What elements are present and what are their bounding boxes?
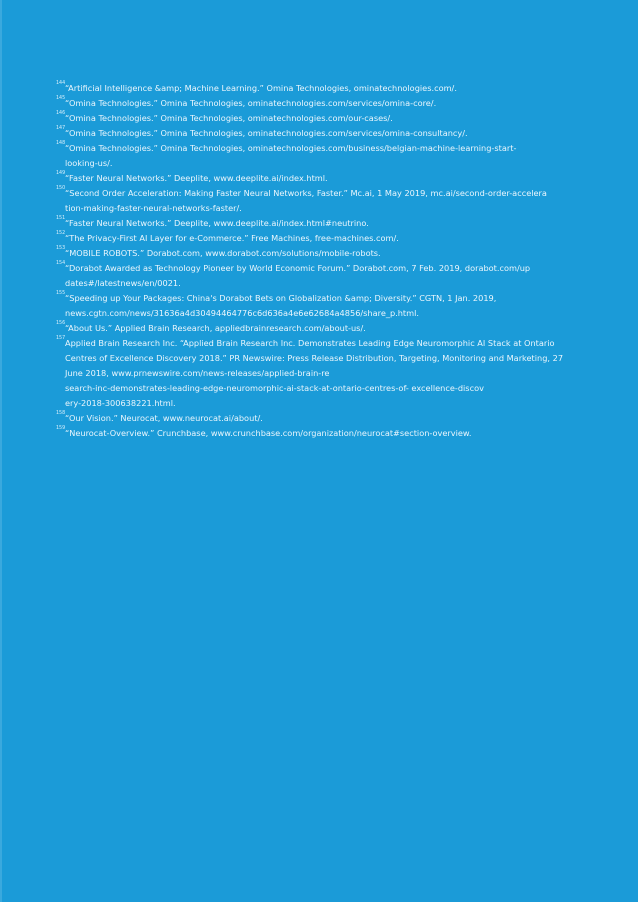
- footnote-text-line: tion-making-faster-neural-networks-faster/.: [65, 203, 242, 213]
- footnote-text-line: “Omina Technologies.” Omina Technologies, ominatechnologies.com/services/omina-consultancy/.: [65, 128, 468, 138]
- footnote-text-line: “Neurocat-Overview.” Crunchbase, www.crunchbase.com/organization/neurocat#section-overview.: [65, 428, 472, 438]
- footnote-148: [56, 141, 586, 171]
- footnote-150: [56, 186, 586, 216]
- footnote-number: 146: [56, 111, 66, 116]
- footnote-text-line: “The Privacy-First AI Layer for e-Commerce.” Free Machines, free-machines.com/.: [65, 233, 399, 243]
- footnote-number: 152: [56, 231, 66, 236]
- footnote-text-line: “About Us.” Applied Brain Research, appliedbrainresearch.com/about-us/.: [65, 323, 366, 333]
- footnote-text-line: “MOBILE ROBOTS.” Dorabot.com, www.dorabot.com/solutions/mobile-robots.: [65, 248, 381, 258]
- footnote-number: 153: [56, 246, 66, 251]
- footnote-147: [56, 126, 586, 141]
- footnote-number: 156: [56, 321, 66, 326]
- footnote-text-line: “Omina Technologies.” Omina Technologies, ominatechnologies.com/services/omina-core/.: [65, 98, 437, 108]
- page-edge: [0, 0, 2, 902]
- footnote-text-line: Centres of Excellence Discovery 2018.” PR Newswire: Press Release Distribution, Targeting, Monitoring and Marketing, 27: [65, 353, 564, 363]
- footnote-text-line: ery-2018-300638221.html.: [65, 398, 176, 408]
- footnote-text-line: “Faster Neural Networks.” Deeplite, www.deeplite.ai/index.html.: [65, 173, 328, 183]
- footnote-145: [56, 96, 586, 111]
- footnote-text-line: “Omina Technologies.” Omina Technologies, ominatechnologies.com/business/belgian-machine-learning-start-: [65, 143, 517, 153]
- footnote-153: [56, 246, 586, 261]
- footnote-144: [56, 81, 586, 96]
- footnote-149: [56, 171, 586, 186]
- footnote-text-line: June 2018, www.prnewswire.com/news-releases/applied-brain-re: [65, 368, 330, 378]
- footnote-number: 151: [56, 216, 66, 221]
- footnote-number: 155: [56, 291, 66, 296]
- footnote-text-line: search-inc-demonstrates-leading-edge-neuromorphic-ai-stack-at-ontario-centres-of- excellence-discov: [65, 383, 484, 393]
- footnote-number: 154: [56, 261, 66, 266]
- footnote-number: 144: [56, 81, 66, 86]
- footnote-text-line: looking-us/.: [65, 158, 113, 168]
- footnote-156: [56, 321, 586, 336]
- footnote-number: 149: [56, 171, 66, 176]
- footnote-text-line: “Dorabot Awarded as Technology Pioneer by World Economic Forum.” Dorabot.com, 7 Feb. 2019, dorabot.com/up: [65, 263, 531, 273]
- footnote-number: 150: [56, 186, 66, 191]
- footnote-number: 158: [56, 411, 66, 416]
- footnote-text-line: dates#/latestnews/en/0021.: [65, 278, 181, 288]
- footnote-text-line: Applied Brain Research Inc. “Applied Brain Research Inc. Demonstrates Leading Edge Neuromorphic AI Stack at Ontario: [65, 338, 555, 348]
- footnote-number: 147: [56, 126, 66, 131]
- footnote-157: [56, 336, 586, 411]
- footnote-text-line: “Faster Neural Networks.” Deeplite, www.deeplite.ai/index.html#neutrino.: [65, 218, 369, 228]
- footnote-155: [56, 291, 586, 321]
- footnote-text-line: “Second Order Acceleration: Making Faster Neural Networks, Faster.” Mc.ai, 1 May 2019, mc.ai/second-order-accelera: [65, 188, 547, 198]
- footnote-text-line: “Omina Technologies.” Omina Technologies, ominatechnologies.com/our-cases/.: [65, 113, 393, 123]
- footnote-number: 145: [56, 96, 66, 101]
- footnote-number: 159: [56, 426, 66, 431]
- footnote-number: 148: [56, 141, 66, 146]
- footnote-146: [56, 111, 586, 126]
- footnote-number: 157: [56, 336, 66, 341]
- footnote-158: [56, 411, 586, 426]
- footnote-list: [56, 81, 586, 441]
- footnote-text-line: “Our Vision.” Neurocat, www.neurocat.ai/about/.: [65, 413, 263, 423]
- footnote-text-line: “Artificial Intelligence &amp; Machine Learning.” Omina Technologies, ominatechnologies.com/.: [65, 83, 457, 93]
- footnote-text-line: “Speeding up Your Packages: China's Dorabot Bets on Globalization &amp; Diversity.” CGTN, 1 Jan. 2019,: [65, 293, 497, 303]
- footnote-152: [56, 231, 586, 246]
- footnote-159: [56, 426, 586, 441]
- footnote-text-line: news.cgtn.com/news/31636a4d30494464776c6d636a4e6e62684a4856/share_p.html.: [65, 308, 419, 318]
- footnote-151: [56, 216, 586, 231]
- footnote-154: [56, 261, 586, 291]
